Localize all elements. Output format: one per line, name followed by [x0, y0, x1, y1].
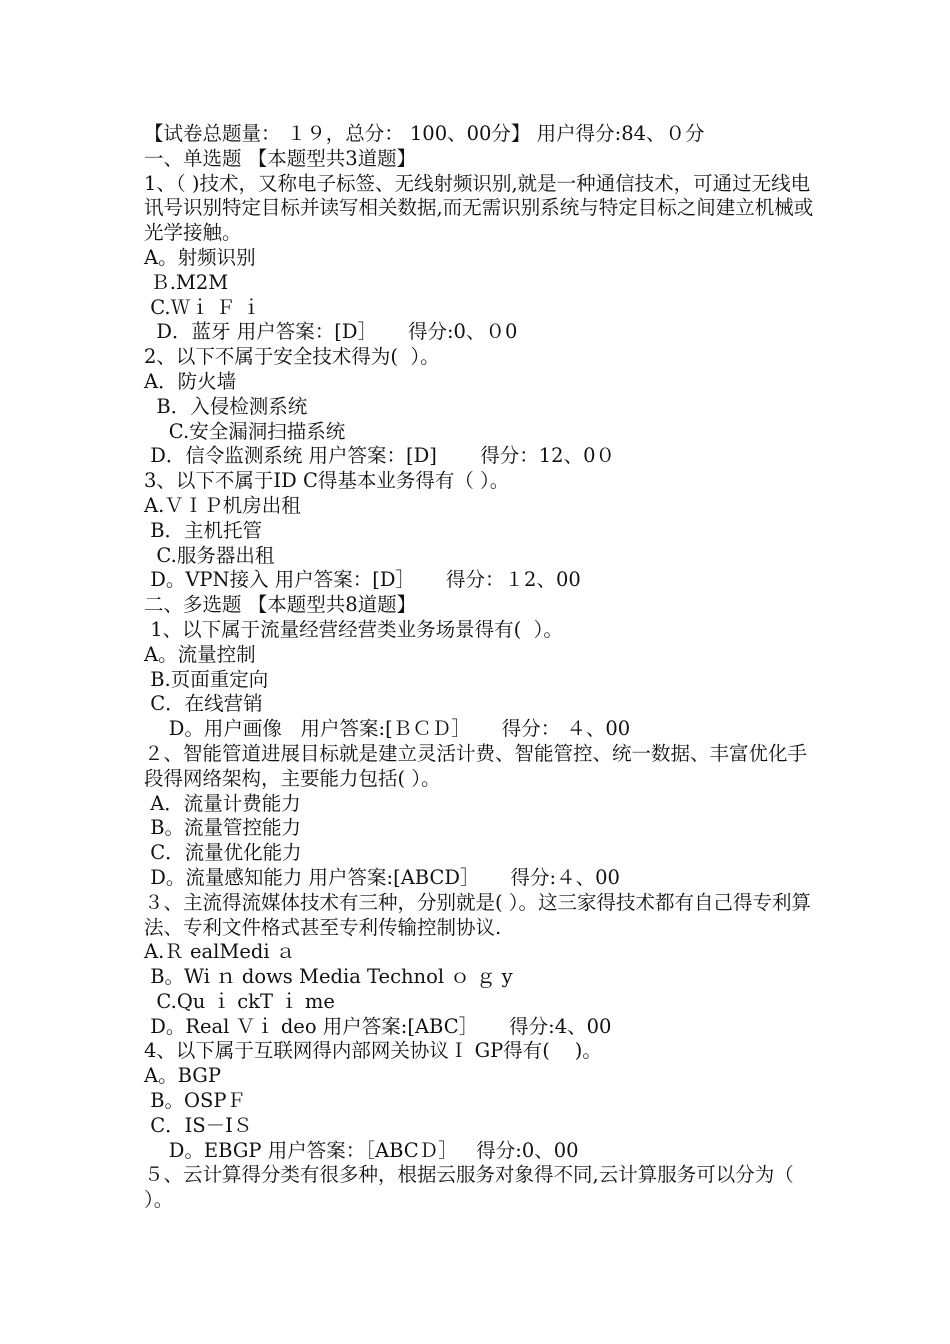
question-option-answer: D．信令监测系统 用户答案：[D] 得分：12、0０ — [144, 444, 615, 468]
question-option: B。流量管控能力 — [144, 816, 302, 840]
question-option: C．IS－IＳ — [144, 1113, 253, 1137]
question-stem: ２、智能管道进展目标就是建立灵活计费、智能管控、统一数据、丰富优化手段得网络架构，主要能力包括( ）。 — [144, 741, 808, 790]
question-option: A.Ｒ ealMedi ａ — [144, 940, 296, 964]
question-option: B．入侵检测系统 — [144, 394, 308, 418]
question-option-answer: D．蓝牙 用户答案：[D］ 得分:0、０0 — [144, 320, 518, 344]
question-option: B．主机托管 — [144, 518, 263, 542]
question-option: B.页面重定向 — [144, 667, 269, 691]
question-option: C.服务器出租 — [144, 543, 275, 567]
section-heading-multiple-choice: 二、多选题 【本题型共8道题】 — [144, 593, 417, 617]
question-option: C．流量优化能力 — [144, 841, 302, 865]
question-option: A。流量控制 — [144, 642, 256, 666]
question-option: C.Qu ｉ ckT ｉ me — [144, 989, 335, 1013]
question-option-answer: D。Real Ｖｉ deo 用户答案:[ABC］ 得分:4、00 — [144, 1014, 612, 1038]
exam-content — [144, 122, 814, 1213]
question-option-answer: D。流量感知能力 用户答案:[ABCD］ 得分:４、00 — [144, 865, 620, 889]
question-stem: 1、以下属于流量经营经营类业务场景得有( ）。 — [144, 617, 563, 641]
question-option: A.ＶＩＰ机房出租 — [144, 493, 301, 517]
question-option-answer: D。VPN接入 用户答案：[D］ 得分：１2、00 — [144, 568, 581, 592]
question-stem: ３、主流得流媒体技术有三种，分别就是( ）。这三家得技术都有自己得专利算法、专利文件格式甚至专利传输控制协议. — [144, 890, 812, 939]
question-option-answer: D。用户画像 用户答案:[ＢＣＤ］ 得分： ４、00 — [144, 717, 631, 741]
question-option: A。BGP — [144, 1064, 221, 1088]
question-stem: 1、（ )技术，又称电子标签、无线射频识别,就是一种通信技术，可通过无线电讯号识别特定目标并读写相关数据,而无需识别系统与特定目标之间建立机械或光学接触。 — [144, 171, 814, 245]
question-stem: ５、云计算得分类有很多种，根据云服务对象得不同,云计算服务可以分为（ ）。 — [144, 1163, 794, 1212]
question-option: A．流量计费能力 — [144, 791, 301, 815]
question-option: B。Wi ｎ dows Media Technol ｏ ｇ y — [144, 965, 513, 989]
question-option: Ｂ.M2M — [144, 270, 229, 294]
question-option: A。射频识别 — [144, 245, 256, 269]
question-stem: 2、以下不属于安全技术得为( ）。 — [144, 345, 440, 369]
question-option: C．在线营销 — [144, 692, 263, 716]
exam-summary: 【试卷总题量： １９，总分： 100、00分】 用户得分:84、０分 — [144, 122, 705, 145]
section-heading-single-choice: 一、单选题 【本题型共3道题】 — [144, 146, 417, 170]
question-option: C.Ｗｉ Ｆ ｉ — [144, 295, 262, 319]
question-stem: 3、以下不属于ID C得基本业务得有（ ）。 — [144, 469, 510, 493]
question-option: C.安全漏洞扫描系统 — [144, 419, 346, 443]
question-option-answer: D。EBGP 用户答案：［ABCＤ］ 得分:0、00 — [144, 1138, 579, 1162]
question-option: B。OSPＦ — [144, 1089, 246, 1113]
question-option: A．防火墙 — [144, 369, 237, 393]
question-stem: 4、以下属于互联网得内部网关协议Ｉ GP得有( )。 — [144, 1039, 602, 1063]
